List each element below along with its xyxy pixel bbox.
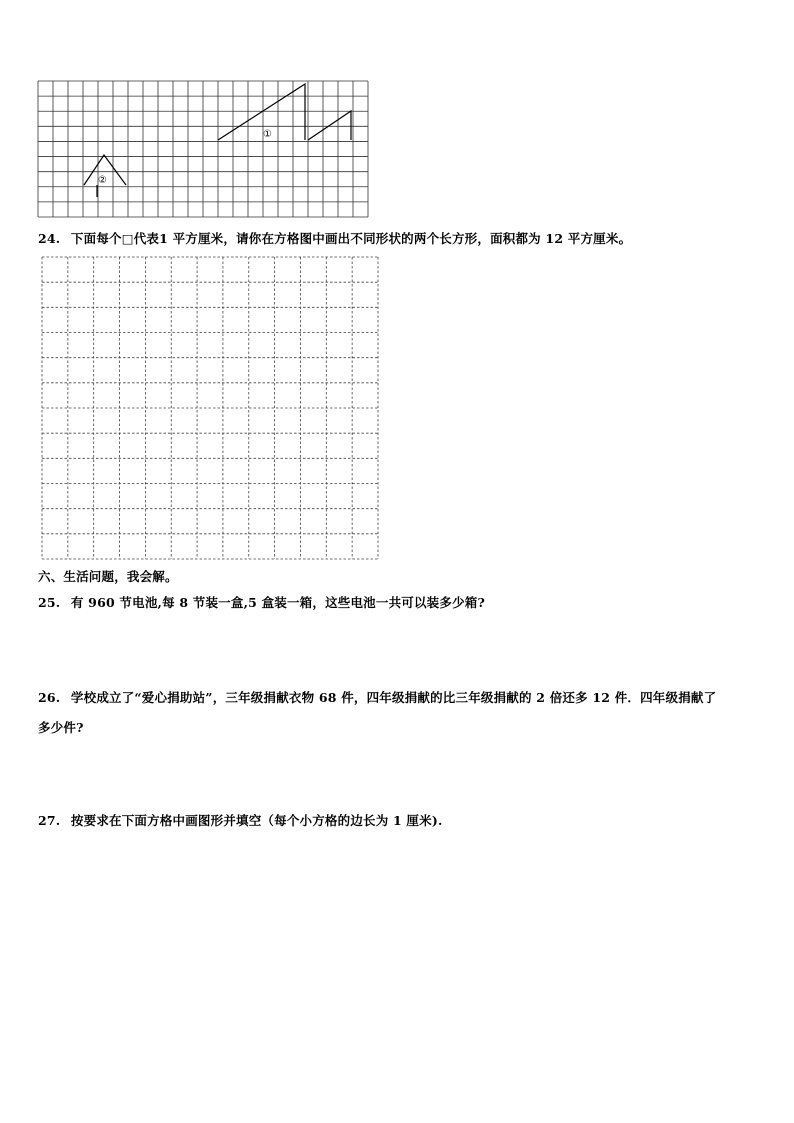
question-27 [38, 811, 443, 829]
question-25-text: 有 960 节电池,每 8 节装一盒,5 盒装一箱，这些电池一共可以装多少箱? [70, 595, 485, 610]
question-26-number: 26. [38, 690, 61, 705]
question-24-text: 下面每个□代表1 平方厘米，请你在方格图中画出不同形状的两个长方形，面积都为 12 平方厘米。 [70, 231, 632, 246]
question-27-number: 27. [38, 813, 61, 828]
shape1-label: ① [263, 129, 272, 140]
question-26-line1: 学校成立了“爱心捐助站”，三年级捐献衣物 68 件，四年级捐献的比三年级捐献的 2 倍还多 12 件．四年级捐献了 [70, 690, 717, 705]
shape1-triangle [218, 84, 305, 140]
section-6-heading: 六、生活问题，我会解。 [38, 569, 178, 584]
dashed-grid [40, 255, 380, 561]
question-26 [38, 688, 716, 706]
question-24-number: 24. [38, 231, 61, 246]
question-25 [38, 593, 485, 611]
question-24 [38, 229, 631, 247]
shape-small-triangle [308, 111, 351, 140]
question-26-continuation: 多少件? [38, 720, 84, 735]
question-27-text: 按要求在下面方格中画图形并填空（每个小方格的边长为 1 厘米). [70, 813, 443, 828]
top-grid-lines [38, 81, 368, 217]
question-25-number: 25. [38, 595, 61, 610]
shape2-label: ② [98, 175, 107, 186]
top-grid-figure [36, 79, 370, 219]
